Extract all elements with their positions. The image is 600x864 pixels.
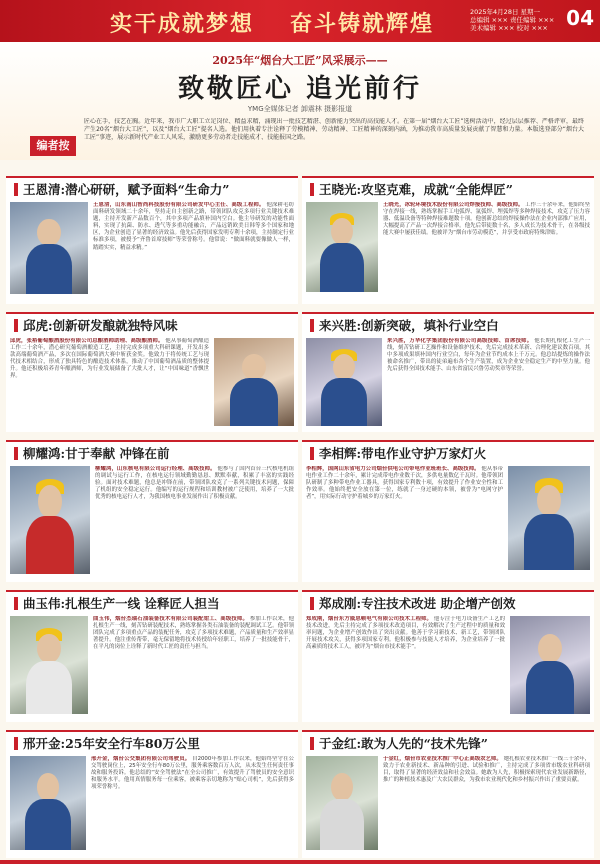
article-text: 他长期扎根化工生产一线，刻苦钻研工艺操作和设备维护技术，先后完成技术革新、合理化建议数百项，其中多项成果填补国内行业空白，每年为企业节约成本上千万元。他总结提炼的操作法被命名推广，带出的徒弟遍布各个生产装置，成为企业安全稳定生产的中坚力量。他先后获得全国技术能手、山东省富民兴鲁劳动奖章等荣誉。: [387, 338, 590, 373]
article-text: 他深耕毛纺面料研发领域二十余年，坚持走自主创新之路，带领团队攻克多项行业关键技术难题，主持开发新产品数百个，其中多项产品填补国内空白。他主导研发的功能性面料，实现了抗菌、防水、透气等多重功能融合，产品远销欧美日韩等多个国家和地区，为企业创造了显著的经济效益。他先后获得国家发明专利十余项，主持制定行业标准多项，被授予“齐鲁首席技师”等荣誉称号。他常说：“做面料就要像做人一样，踏踏实实，精益求精。”: [93, 202, 294, 251]
article-text: 参加工作以来，他扎根生产一线，刻苦钻研装配技术，熟练掌握各类石油装备的装配调试工艺。他带领团队完成了多项重点产品的装配任务，攻克了多项技术难题，产品质量和生产效率显著提升。他注重传帮带，毫无保留地将技术传授给年轻职工，培养了一批技能骨干，在平凡的岗位上诠释了新时代工匠的责任与担当。: [93, 616, 294, 651]
article-title: 李相辉:带电作业守护万家灯火: [319, 446, 487, 461]
article-lead: 王晓光，冰轮环境技术股份有限公司焊接技师、高级技师。: [383, 202, 524, 208]
article-title: 王恩清:潜心研研，赋予面料“生命力”: [23, 182, 230, 197]
editor-note-text: 匠心在手，技艺在胸。近年来，我市广大职工立足岗位、精益求精，涌现出一批技艺精湛、创新能力突出的高技能人才。在第一届“烟台大工匠”选树活动中，经过层层推荐、严格评审，最终产生20名“烟台大工匠”，以及“烟台大工匠”提名人选。他们用执着专注诠释了劳模精神、劳动精神、工匠精神的深刻内涵，为推动我市高质量发展贡献了智慧和力量。本版选登部分“烟台大工匠”事迹，展示新时代产业工人风采，激励更多劳动者走技能成才、技能报国之路。: [84, 118, 584, 142]
footer-strip: [0, 860, 600, 864]
banner-slogan-right: 奋斗铸就辉煌: [290, 11, 435, 37]
article-card: [6, 730, 298, 858]
article-card: [302, 440, 594, 582]
article-text: 他从事葡萄酒酿造工作二十余年，潜心研究葡萄酒酿造工艺，主持完成多项重大科研课题，开发出多款高端葡萄酒产品，多次在国际葡萄酒大赛中斩获金奖。他致力于将传统工艺与现代技术相结合，形成了独具特色的酿造技术体系，推动了中国葡萄酒品质的整体提升。他还积极培养青年酿酒师，为行业发展储备了大批人才，让“中国味道”香飘世界。: [10, 338, 209, 380]
article-text: 工作三十余年来，他始终坚守在焊接一线，熟练掌握手工电弧焊、氩弧焊、埋弧焊等多种焊接技术，攻克了压力容器、低温设备等特种焊接难题数十项。他创新总结的焊接操作法在企业内部推广应用，大幅提高了产品一次焊接合格率。他先后带徒数十名，多人成长为技术骨干，在各级技能大赛中屡获佳绩。他被评为“烟台市劳动模范”，并享受市政府特殊津贴。: [383, 202, 590, 237]
article-text: 他参与了国内首台三代核电机组的调试与运行工作，在核电运行领域勤勤恳恳、默默奉献，积累了丰富的实践经验。面对技术难题，他总是冲锋在前，带领团队攻克了一系列关键技术问题，保障了机组的安全稳定运行。他编写的运行规程和培训教材被广泛使用，培养了一大批优秀的核电运行人才，为我国核电事业发展作出了积极贡献。: [95, 466, 294, 501]
article-title: 于金红:敢为人先的“技术先锋”: [319, 736, 488, 751]
article-title: 邢开金:25年安全行车80万公里: [23, 736, 200, 751]
article-text: 自2000年参加工作以来，他始终坚守在公交驾驶岗位上，25年安全行车80万公里，服务乘客数百万人次，从未发生任何责任事故和服务投诉。他总结的“安全驾驶法”在全公司推广，有效提升了驾驶员的安全意识和服务水平。他用真情服务每一位乘客，被乘客亲切地称为“贴心司机”，先后获得多项荣誉称号。: [91, 756, 294, 791]
article-card: [302, 730, 594, 858]
article-title: 柳耀鸿:甘于奉献 冲锋在前: [23, 446, 170, 461]
article-photo: [10, 466, 90, 574]
article-lead: 曲玉伟，烟台杰瑞石油装备技术有限公司装配钳工、高级技师。: [93, 616, 248, 622]
page-banner: [0, 0, 600, 42]
article-title: 郑成刚:专注技术改进 助企增产创效: [319, 596, 516, 611]
article-lead: 于金红，烟台市农业技术推广中心正高级农艺师。: [383, 756, 502, 762]
article-card: [302, 590, 594, 722]
article-title: 王晓光:攻坚克难，成就“全能焊匠”: [319, 182, 513, 197]
article-photo: [10, 616, 88, 714]
page-number: 04: [566, 6, 594, 30]
article-lead: 柳耀鸿，山东核电有限公司运行经理、高级技师。: [95, 466, 216, 472]
article-photo: [508, 466, 590, 570]
byline: YMG全媒体记者 卸震林 摄影报道: [247, 105, 353, 113]
article-text: 他专注于电力设备生产工艺的技术改进，先后主持完成了多项技术改造项目，有效解决了生产过程中的质量和效率问题，为企业增产创效作出了突出贡献。他善于学习新技术、新工艺，带领团队开展技术攻关，获得多项国家专利。他积极参与技能人才培养，为企业培养了一批高素质的技术工人，被评为“烟台市技术能手”。: [306, 616, 505, 651]
article-title: 曲玉伟:扎根生产一线 诠释匠人担当: [23, 596, 220, 611]
article-lead: 邱虎，张裕葡萄酿酒股份有限公司总酿酒师助理、高级酿酒师。: [10, 338, 164, 344]
article-title: 邱虎:创新研发酿就独特风味: [23, 318, 178, 333]
article-card: [6, 440, 298, 582]
article-lead: 李相辉，国网山东省电力公司烟台供电公司带电作业班班长、高级技师。: [306, 466, 480, 472]
article-text: 她扎根农业技术推广一线三十余年，致力于农业新技术、新品种的引进、试验和推广，主持完成了多项省市级农业科研项目，取得了显著的经济效益和社会效益。她敢为人先，积极探索现代农业发展新路径，推广的种植技术惠及广大农民群众，为我市农业现代化和乡村振兴作出了重要贡献。: [383, 756, 590, 784]
page-supertitle: 2025年“烟台大工匠”风采展示——: [212, 54, 388, 67]
article-photo: [306, 338, 382, 426]
article-photo: [306, 202, 378, 292]
article-photo: [306, 756, 378, 850]
article-title: 来兴胜:创新突破，填补行业空白: [319, 318, 499, 333]
banner-slogan-left: 实干成就梦想: [110, 11, 255, 37]
page-title: 致敬匠心 追光前行: [177, 74, 423, 104]
article-card: [302, 176, 594, 304]
article-photo: [510, 616, 590, 714]
article-photo: [10, 202, 88, 294]
article-photo: [214, 338, 294, 426]
editor-note-tag: 编者按: [30, 136, 76, 156]
article-card: [6, 590, 298, 722]
banner-meta: 2025年4月28日 星期一 总编辑 ××× 责任编辑 ××× 美术编辑 ××× 校对 ×××: [470, 8, 555, 32]
article-lead: 来兴胜，万华化学集团股份有限公司高级技师、首席技师。: [387, 338, 533, 344]
article-card: [6, 176, 298, 304]
article-photo: [10, 756, 86, 850]
article-lead: 郑成刚，烟台东方威思顿电气有限公司技术工程师。: [306, 616, 433, 622]
article-card: [6, 312, 298, 432]
article-lead: 王恩清，山东南山智尚科技股份有限公司研发中心主任、高级工程师。: [93, 202, 265, 208]
article-card: [302, 312, 594, 432]
article-text: 他从事带电作业工作二十余年，累计完成带电作业数千次，多供电量数亿千瓦时。他带领团队研制了多种带电作业工器具，获得国家专利数十项，有效提升了作业安全性和工作效率。他始终把安全放在第一位，练就了一身过硬的本领，被誉为“电网守护者”，用实际行动守护着城乡的万家灯火。: [306, 466, 503, 501]
article-lead: 邢开金，烟台公交集团有限公司驾驶员。: [91, 756, 191, 762]
